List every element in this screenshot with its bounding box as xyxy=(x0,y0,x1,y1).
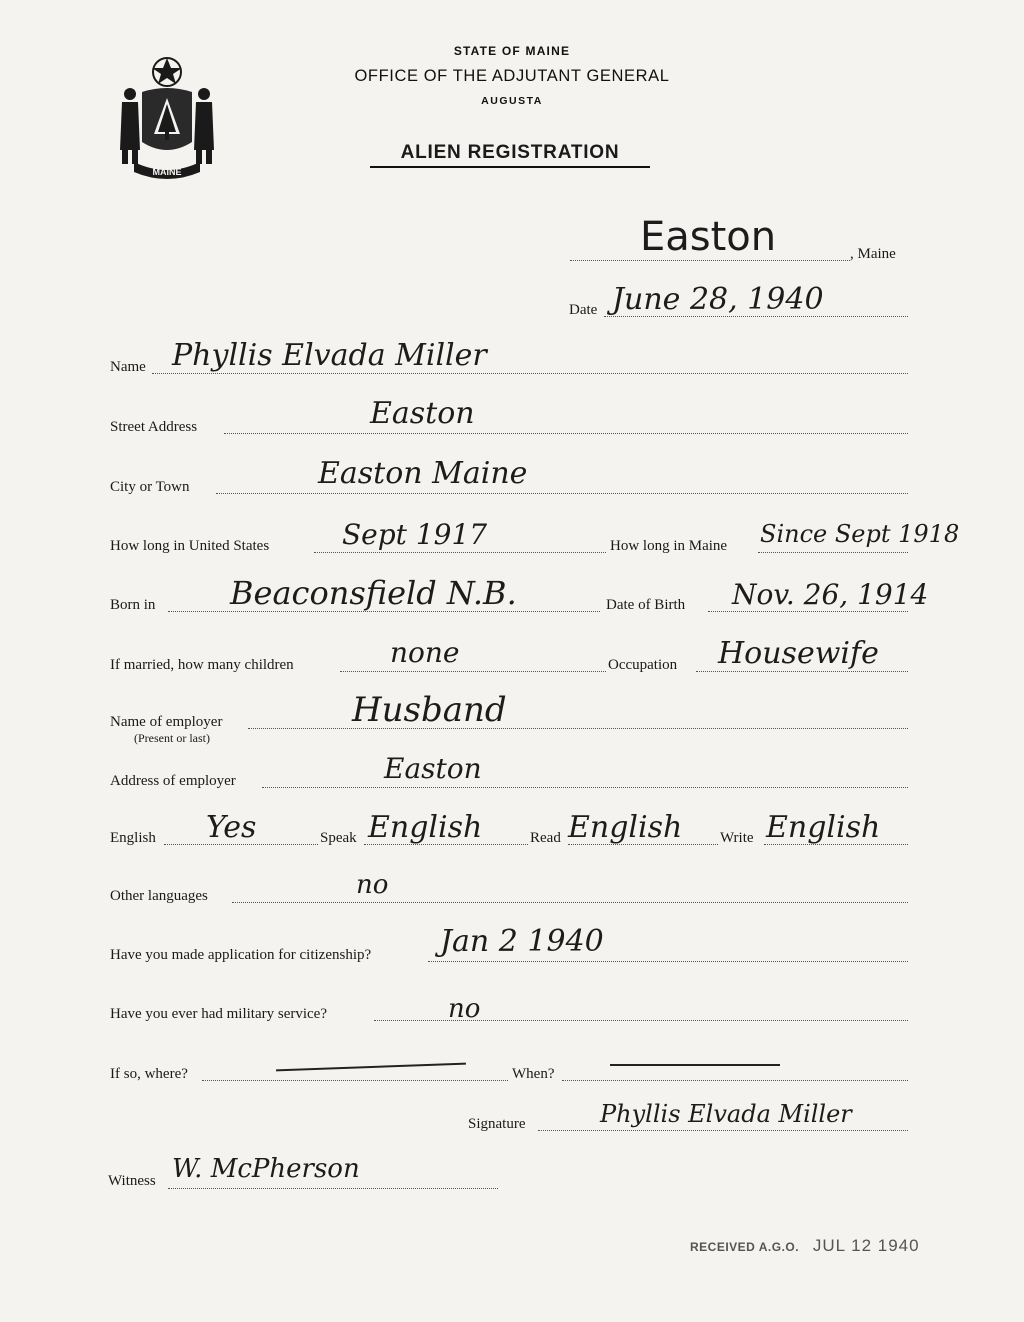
employer-address-label: Address of employer xyxy=(110,773,236,789)
english-label: English xyxy=(110,830,156,846)
state-heading: STATE OF MAINE xyxy=(453,44,571,58)
name-label: Name xyxy=(110,359,146,375)
seal-banner-text: MAINE xyxy=(152,167,182,177)
maine-suffix-label: , Maine xyxy=(850,246,896,262)
employer-address-value: Easton xyxy=(384,752,482,785)
city-value: Easton Maine xyxy=(318,456,528,491)
received-stamp-date: JUL 12 1940 xyxy=(812,1236,920,1255)
witness-value: W. McPherson xyxy=(172,1154,360,1184)
where-dash-stroke xyxy=(276,1063,466,1072)
office-heading: OFFICE OF THE ADJUTANT GENERAL xyxy=(354,67,670,85)
signature-value: Phyllis Elvada Miller xyxy=(600,1100,852,1128)
when-label: When? xyxy=(512,1066,555,1082)
read-label: Read xyxy=(530,830,561,846)
street-address-value: Easton xyxy=(370,396,475,431)
occupation-value: Housewife xyxy=(718,636,879,671)
how-long-us-label: How long in United States xyxy=(110,538,270,554)
city-heading: AUGUSTA xyxy=(481,95,543,107)
form-title: ALIEN REGISTRATION xyxy=(370,142,650,168)
employer-label: Name of employer xyxy=(110,714,223,730)
us-since-value: Sept 1917 xyxy=(342,518,488,551)
occupation-label: Occupation xyxy=(608,657,678,673)
other-languages-value: no xyxy=(356,870,389,900)
born-in-label: Born in xyxy=(110,597,156,613)
other-languages-label: Other languages xyxy=(110,888,208,904)
military-value: no xyxy=(448,994,481,1024)
if-so-where-label: If so, where? xyxy=(110,1066,188,1082)
speak-value: English xyxy=(368,810,483,845)
date-value: June 28, 1940 xyxy=(612,282,824,317)
military-label: Have you ever had military service? xyxy=(110,1006,327,1022)
speak-label: Speak xyxy=(320,830,357,846)
city-label: City or Town xyxy=(110,479,190,495)
signature-label: Signature xyxy=(468,1116,526,1132)
received-stamp-label: RECEIVED A.G.O. xyxy=(690,1240,800,1254)
citizenship-value: Jan 2 1940 xyxy=(440,924,604,959)
read-value: English xyxy=(568,810,683,845)
street-address-label: Street Address xyxy=(110,419,198,435)
dob-label: Date of Birth xyxy=(606,597,686,613)
employer-sublabel: (Present or last) xyxy=(134,731,210,745)
maine-since-value: Since Sept 1918 xyxy=(760,520,960,548)
date-label: Date xyxy=(569,302,598,318)
english-value: Yes xyxy=(206,810,257,845)
name-value: Phyllis Elvada Miller xyxy=(172,338,487,373)
citizenship-label: Have you made application for citizenship? xyxy=(110,947,372,963)
dob-value: Nov. 26, 1914 xyxy=(732,578,929,611)
employer-value: Husband xyxy=(352,690,507,730)
children-value: none xyxy=(390,636,460,669)
town-value: Easton xyxy=(640,214,777,260)
when-dash-stroke xyxy=(610,1064,780,1066)
received-stamp xyxy=(690,1236,920,1256)
write-label: Write xyxy=(720,830,754,846)
witness-label: Witness xyxy=(108,1173,156,1189)
how-long-maine-label: How long in Maine xyxy=(610,538,728,554)
born-in-value: Beaconsfield N.B. xyxy=(230,574,517,612)
write-value: English xyxy=(766,810,881,845)
married-label: If married, how many children xyxy=(110,657,294,673)
